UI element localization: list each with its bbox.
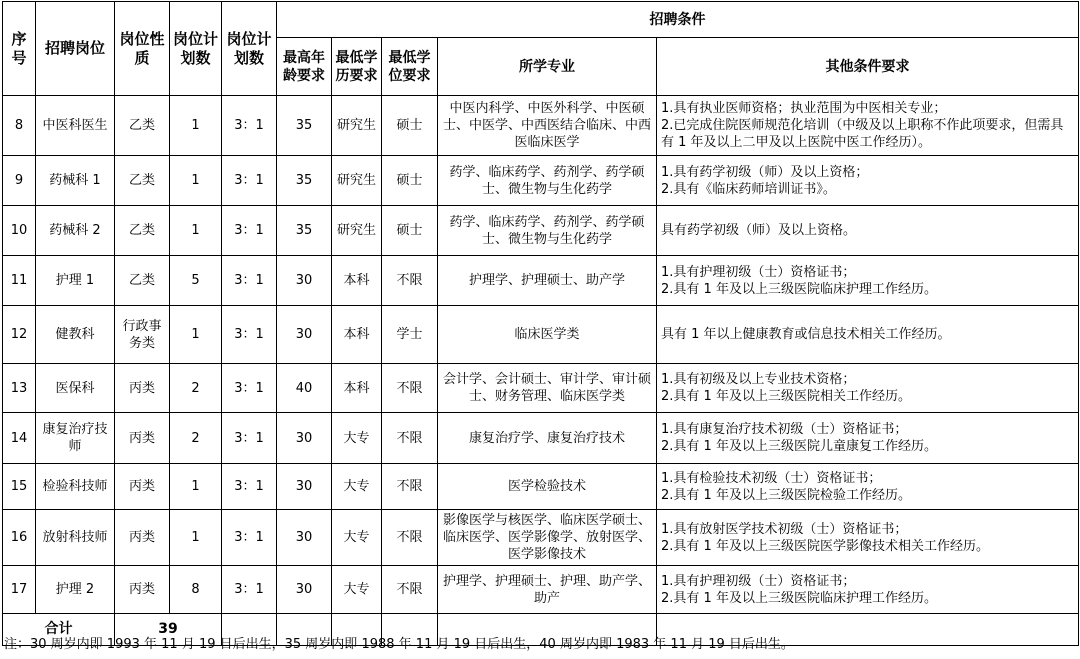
cell-min-degree: 不限 xyxy=(382,364,438,413)
cell-ratio: 3：1 xyxy=(222,256,277,306)
cell-nature: 乙类 xyxy=(115,256,170,306)
cell-other xyxy=(657,96,1079,156)
cell-post: 放射科技师 xyxy=(36,510,115,566)
cell-min-edu: 本科 xyxy=(332,364,382,413)
cell-min-degree: 不限 xyxy=(382,256,438,306)
other-line: 具有药学初级（师）及以上资格。 xyxy=(661,223,857,238)
cell-ratio: 3：1 xyxy=(222,96,277,156)
cell-max-age: 30 xyxy=(277,464,332,510)
other-line: 2.具有 1 年及以上三级医院临床护理工作经历。 xyxy=(661,281,937,297)
cell-nature: 乙类 xyxy=(115,156,170,206)
cell-major: 康复治疗学、康复治疗技术 xyxy=(438,413,657,464)
cell-nature: 丙类 xyxy=(115,566,170,614)
table-row xyxy=(3,306,1079,364)
other-line: 2.具有 1 年及以上三级医院医学影像技术相关工作经历。 xyxy=(661,538,989,554)
cell-major: 药学、临床药学、药剂学、药学硕士、微生物与生化药学 xyxy=(438,206,657,256)
header-post: 招聘岗位 xyxy=(36,2,115,96)
cell-min-edu: 大专 xyxy=(332,464,382,510)
cell-nature: 行政事务类 xyxy=(115,306,170,364)
table-row xyxy=(3,156,1079,206)
cell-post: 检验科技师 xyxy=(36,464,115,510)
cell-plan: 2 xyxy=(170,413,222,464)
header-min-degree: 最低学位要求 xyxy=(382,38,438,96)
table-row xyxy=(3,206,1079,256)
other-line: 2.具有 1 年及以上三级医院儿童康复工作经历。 xyxy=(661,439,937,454)
cell-max-age: 30 xyxy=(277,256,332,306)
cell-post: 健教科 xyxy=(36,306,115,364)
cell-major: 中医内科学、中医外科学、中医硕士、中医学、中西医结合临床、中西医临床医学 xyxy=(438,96,657,156)
cell-nature: 丙类 xyxy=(115,510,170,566)
cell-min-degree: 学士 xyxy=(382,306,438,364)
cell-min-edu: 研究生 xyxy=(332,206,382,256)
cell-post: 康复治疗技师 xyxy=(36,413,115,464)
other-line: 1.具有护理初级（士）资格证书； xyxy=(661,264,856,280)
cell-other xyxy=(657,510,1079,566)
cell-nature: 乙类 xyxy=(115,206,170,256)
cell-major: 护理学、护理硕士、护理、助产学、助产 xyxy=(438,566,657,614)
cell-min-degree: 不限 xyxy=(382,413,438,464)
header-other: 其他条件要求 xyxy=(657,38,1079,96)
table-row xyxy=(3,413,1079,464)
cell-min-edu: 本科 xyxy=(332,306,382,364)
cell-plan: 1 xyxy=(170,156,222,206)
cell-other xyxy=(657,206,1079,256)
cell-plan: 1 xyxy=(170,510,222,566)
other-line: 1.具有药学初级（师）及以上资格； xyxy=(661,164,869,180)
header-min-edu: 最低学历要求 xyxy=(332,38,382,96)
cell-seq: 10 xyxy=(3,206,36,256)
cell-min-degree: 硕士 xyxy=(382,96,438,156)
cell-seq: 9 xyxy=(3,156,36,206)
other-line: 1.具有放射医学技术初级（士）资格证书； xyxy=(661,521,908,537)
cell-plan: 5 xyxy=(170,256,222,306)
table-row xyxy=(3,464,1079,510)
header-major: 所学专业 xyxy=(438,38,657,96)
other-line: 2.已完成住院医师规范化培训（中级及以上职称不作此项要求，但需具有 1 年及以上二甲及以上医院中医工作经历）。 xyxy=(661,118,1064,150)
cell-post: 中医科医生 xyxy=(36,96,115,156)
cell-min-edu: 大专 xyxy=(332,566,382,614)
cell-other xyxy=(657,566,1079,614)
cell-plan: 8 xyxy=(170,566,222,614)
cell-max-age: 35 xyxy=(277,156,332,206)
cell-min-degree: 不限 xyxy=(382,464,438,510)
cell-major: 药学、临床药学、药剂学、药学硕士、微生物与生化药学 xyxy=(438,156,657,206)
cell-min-edu: 大专 xyxy=(332,413,382,464)
cell-seq: 12 xyxy=(3,306,36,364)
cell-plan: 1 xyxy=(170,96,222,156)
cell-seq: 17 xyxy=(3,566,36,614)
table-row xyxy=(3,364,1079,413)
table-row xyxy=(3,256,1079,306)
cell-min-degree: 硕士 xyxy=(382,156,438,206)
cell-ratio: 3：1 xyxy=(222,413,277,464)
cell-major: 护理学、护理硕士、助产学 xyxy=(438,256,657,306)
cell-ratio: 3：1 xyxy=(222,156,277,206)
cell-plan: 1 xyxy=(170,306,222,364)
cell-plan: 1 xyxy=(170,464,222,510)
cell-plan: 1 xyxy=(170,206,222,256)
table-row xyxy=(3,566,1079,614)
other-line: 1.具有康复治疗技术初级（士）资格证书； xyxy=(661,422,908,437)
cell-seq: 15 xyxy=(3,464,36,510)
cell-major: 会计学、会计硕士、审计学、审计硕士、财务管理、临床医学类 xyxy=(438,364,657,413)
cell-other xyxy=(657,464,1079,510)
cell-nature: 丙类 xyxy=(115,413,170,464)
header-nature: 岗位性质 xyxy=(115,2,170,96)
cell-seq: 8 xyxy=(3,96,36,156)
header-conditions: 招聘条件 xyxy=(277,2,1079,38)
cell-ratio: 3：1 xyxy=(222,206,277,256)
footnote: 注：30 周岁内即 1993 年 11 月 19 日后出生，35 周岁内即 1988 年 11 月 19 日后出生，40 周岁内即 1983 年 11 月 19 日后出生。 xyxy=(4,637,794,652)
cell-min-degree: 不限 xyxy=(382,510,438,566)
header-ratio: 岗位计划数 xyxy=(222,2,277,96)
cell-max-age: 40 xyxy=(277,364,332,413)
cell-nature: 丙类 xyxy=(115,364,170,413)
cell-post: 护理 2 xyxy=(36,566,115,614)
cell-min-edu: 大专 xyxy=(332,510,382,566)
cell-ratio: 3：1 xyxy=(222,464,277,510)
cell-seq: 16 xyxy=(3,510,36,566)
other-line: 1.具有检验技术初级（士）资格证书； xyxy=(661,470,882,486)
other-line: 1.具有执业医师资格；执业范围为中医相关专业； xyxy=(661,101,947,116)
other-line: 2.具有 1 年及以上三级医院相关工作经历。 xyxy=(661,389,911,404)
other-line: 1.具有护理初级（士）资格证书； xyxy=(661,573,856,589)
cell-major: 医学检验技术 xyxy=(438,464,657,510)
other-line: 2.具有《临床药师培训证书》。 xyxy=(661,181,836,197)
cell-ratio: 3：1 xyxy=(222,566,277,614)
recruitment-table xyxy=(2,1,1079,646)
cell-other xyxy=(657,413,1079,464)
cell-max-age: 30 xyxy=(277,510,332,566)
other-line: 1.具有初级及以上专业技术资格； xyxy=(661,372,856,387)
cell-seq: 14 xyxy=(3,413,36,464)
cell-min-edu: 研究生 xyxy=(332,156,382,206)
cell-post: 医保科 xyxy=(36,364,115,413)
total-value: 39 xyxy=(115,614,222,646)
cell-max-age: 35 xyxy=(277,96,332,156)
cell-min-degree: 不限 xyxy=(382,566,438,614)
other-line: 具有 1 年以上健康教育或信息技术相关工作经历。 xyxy=(661,327,951,342)
cell-ratio: 3：1 xyxy=(222,364,277,413)
cell-post: 药械科 1 xyxy=(36,156,115,206)
header-seq: 序号 xyxy=(3,2,36,96)
cell-min-degree: 硕士 xyxy=(382,206,438,256)
cell-max-age: 30 xyxy=(277,306,332,364)
cell-major: 影像医学与核医学、临床医学硕士、临床医学、医学影像学、放射医学、医学影像技术 xyxy=(438,510,657,566)
cell-min-edu: 本科 xyxy=(332,256,382,306)
cell-ratio: 3：1 xyxy=(222,306,277,364)
header-max-age: 最高年龄要求 xyxy=(277,38,332,96)
cell-nature: 乙类 xyxy=(115,96,170,156)
cell-max-age: 30 xyxy=(277,566,332,614)
cell-other xyxy=(657,156,1079,206)
cell-other xyxy=(657,306,1079,364)
cell-max-age: 30 xyxy=(277,413,332,464)
total-label: 合计 xyxy=(3,614,115,646)
cell-other xyxy=(657,364,1079,413)
cell-plan: 2 xyxy=(170,364,222,413)
table-row xyxy=(3,510,1079,566)
cell-nature: 丙类 xyxy=(115,464,170,510)
other-line: 2.具有 1 年及以上三级医院临床护理工作经历。 xyxy=(661,590,937,606)
other-line: 2.具有 1 年及以上三级医院检验工作经历。 xyxy=(661,487,911,503)
cell-seq: 11 xyxy=(3,256,36,306)
cell-min-edu: 研究生 xyxy=(332,96,382,156)
cell-other xyxy=(657,256,1079,306)
cell-max-age: 35 xyxy=(277,206,332,256)
header-plan: 岗位计划数 xyxy=(170,2,222,96)
cell-ratio: 3：1 xyxy=(222,510,277,566)
cell-post: 护理 1 xyxy=(36,256,115,306)
cell-major: 临床医学类 xyxy=(438,306,657,364)
cell-post: 药械科 2 xyxy=(36,206,115,256)
cell-seq: 13 xyxy=(3,364,36,413)
table-row xyxy=(3,96,1079,156)
